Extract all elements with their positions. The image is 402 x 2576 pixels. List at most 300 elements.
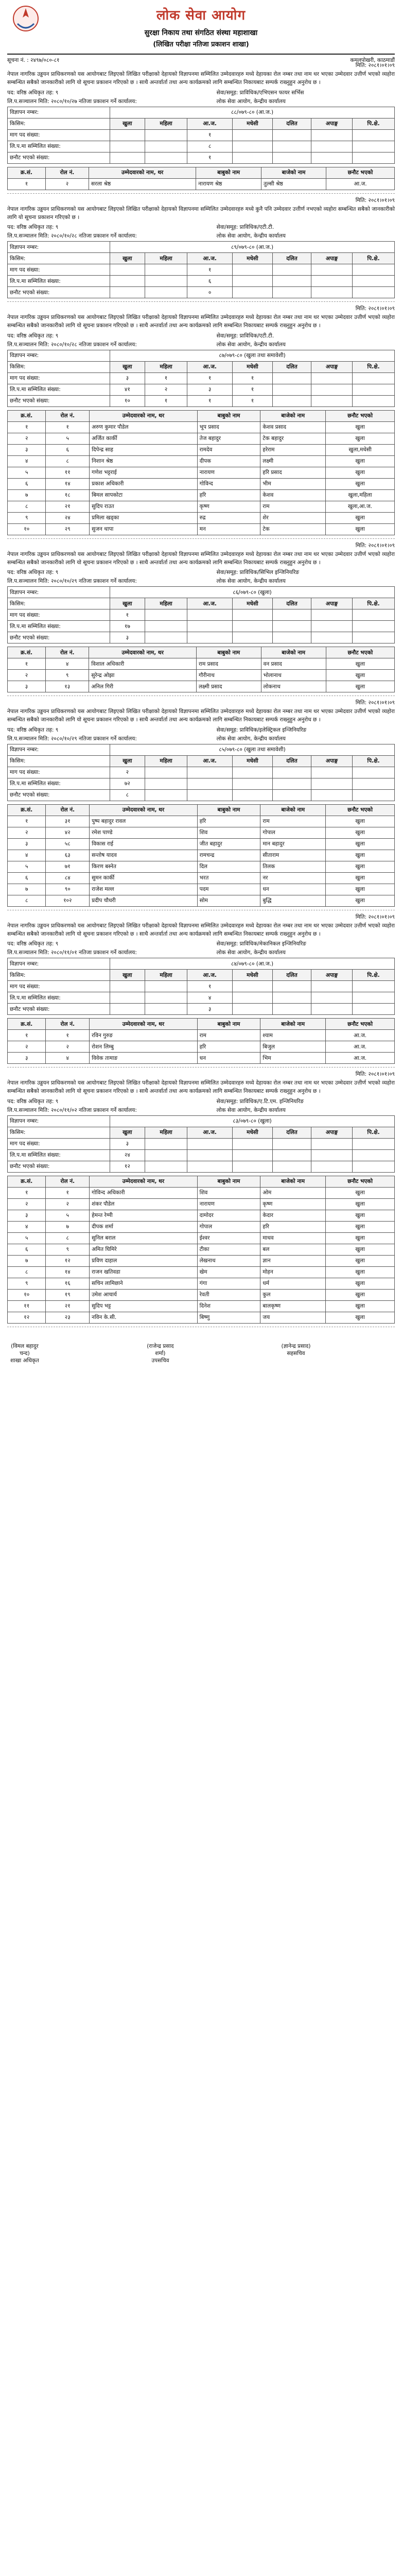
table-cell: राम [260, 816, 326, 827]
table-cell: ९ [46, 670, 89, 681]
section-date: मिति: २०८१।०१।०९ [355, 62, 395, 69]
column-header: बाजेको नाम [261, 647, 326, 658]
kind-label: किसिम: [8, 118, 110, 129]
selected-row [8, 1161, 395, 1172]
table-cell: श्याम [260, 1030, 326, 1041]
header [7, 0, 395, 61]
stats-table [7, 350, 395, 407]
table-cell: २ [46, 1041, 90, 1053]
result-header-row [8, 1176, 395, 1187]
stat-cell [272, 992, 311, 1004]
table-cell: ४ [46, 658, 89, 670]
adv-number: ८५/०७९-८० (खुला तथा समावेशी) [110, 744, 395, 755]
quota-header: अपाङ्ग [311, 118, 353, 129]
stat-cell [352, 1149, 394, 1161]
result-header-row [8, 1019, 395, 1030]
section-paragraph: नेपाल नागरिक उड्डयन प्राधिकरणको यस आयोगबाट लिइएको लिखित परीक्षाको देहायको विज्ञापनमा सम्मिलित उम्मेदवारहरु मध्ये कुनै पनि उम्मेदवार उत्तीर्ण नभएको व्यहोरा सम्बन्धित सबैको जानकारीको लागि यो सूचना प्रकाशन गरिएको छ । [7, 206, 395, 221]
stat-cell [311, 264, 353, 276]
column-header: रोल नं. [45, 167, 89, 178]
table-cell: १२ [8, 1312, 46, 1323]
stats-table [7, 241, 395, 298]
table-cell: खुला,महिला [326, 489, 395, 501]
table-row [8, 1210, 395, 1221]
table-cell: टेक [260, 523, 326, 535]
table-cell: टेक बहादुर [260, 433, 326, 444]
quota-header: खुला [110, 1127, 145, 1138]
table-cell: अमित घिमिरे [90, 1244, 198, 1255]
table-row [8, 681, 395, 692]
quota-header: अपाङ्ग [311, 598, 353, 609]
table-cell: बिमल सापकोटा [90, 489, 198, 501]
stat-cell [145, 141, 187, 152]
quota-header: महिला [145, 361, 187, 372]
stat-cell [187, 609, 233, 621]
row-label: माग पद संख्या: [8, 1138, 110, 1149]
table-cell: ६ [46, 444, 90, 455]
stat-cell: १ [187, 981, 233, 992]
stat-cell [311, 287, 353, 298]
stat-cell [110, 992, 145, 1004]
column-header: बाजेको नाम [260, 1019, 326, 1030]
table-cell: ९ [8, 1278, 46, 1289]
table-cell: १३ [46, 681, 89, 692]
quota-header: दलित [272, 598, 311, 609]
quota-header: महिला [145, 970, 187, 981]
quota-header: दलित [272, 118, 311, 129]
adv-row [8, 744, 395, 755]
stat-cell [110, 1004, 145, 1015]
signatory-role: शाखा अधिकृत [10, 1357, 39, 1364]
column-header: बाबुको नाम [197, 804, 260, 816]
stat-cell [145, 1138, 187, 1149]
stat-cell [110, 129, 145, 141]
table-cell: भीम [260, 478, 326, 489]
posts-row [8, 981, 395, 992]
table-cell: दीपक [197, 455, 260, 467]
stat-cell [187, 621, 233, 632]
row-label: माग पद संख्या: [8, 609, 110, 621]
post-level: पद: वरिष्ठ अधिकृत तह: ९ [7, 1098, 59, 1105]
row-label: छनौट भएको संख्या: [8, 789, 110, 801]
table-row [8, 501, 395, 512]
table-cell: ८४ [46, 872, 90, 884]
table-row [8, 178, 395, 190]
table-row [8, 1187, 395, 1198]
table-row [8, 1300, 395, 1312]
table-cell: २९ [46, 523, 90, 535]
table-cell: खुला [326, 1187, 395, 1198]
quota-header: मधेसी [232, 361, 272, 372]
kind-label: किसिम: [8, 361, 110, 372]
stat-cell [272, 1161, 311, 1172]
table-cell: दिनेश [197, 1300, 260, 1312]
column-header: बाबुको नाम [196, 647, 261, 658]
kind-row [8, 970, 395, 981]
adv-number: ८८/०७९-८० (आ.ज.) [110, 107, 395, 118]
stat-cell [352, 129, 394, 141]
table-cell: अनिल गिरी [89, 681, 197, 692]
row-label: छनौट भएको संख्या: [8, 1161, 110, 1172]
adv-row [8, 1115, 395, 1127]
column-header: उम्मेदवारको नाम, थर [89, 647, 197, 658]
stat-cell [232, 152, 272, 163]
selected-row [8, 287, 395, 298]
column-header: छनौट भएको [326, 804, 395, 816]
section-date: मिति: २०८१।०१।०९ [355, 1071, 395, 1078]
stat-cell: ३ [110, 632, 145, 643]
quota-header: खुला [110, 118, 145, 129]
table-cell: ७१ [46, 861, 90, 872]
stat-cell [352, 767, 394, 778]
stat-cell [187, 632, 233, 643]
section-date: मिति: २०८१।०१।०९ [355, 197, 395, 204]
adv-number: ८९/०७९-८० (आ.ज.) [110, 242, 395, 253]
quota-header: पि.क्षे. [352, 118, 394, 129]
column-header: बाबुको नाम [197, 410, 260, 421]
table-cell: मान बहादुर [260, 838, 326, 850]
exam-date: लि.प.सञ्चालन मिति: २०८०/१०/२७ नतिजा प्रकाशन गर्ने कार्यालय: [7, 98, 137, 105]
table-cell: लेखनाथ [197, 1255, 260, 1266]
table-cell: ६ [8, 478, 46, 489]
stat-cell [272, 264, 311, 276]
quota-header: अपाङ्ग [311, 1127, 353, 1138]
result-header-row [8, 804, 395, 816]
stat-cell [145, 129, 187, 141]
stat-cell: ४१ [110, 384, 145, 395]
post-info [7, 89, 395, 96]
table-cell: खुला [326, 850, 395, 861]
table-cell: २१ [46, 501, 90, 512]
adv-label: विज्ञापन नम्बर: [8, 587, 110, 598]
row-label: माग पद संख्या: [8, 372, 110, 384]
adv-label: विज्ञापन नम्बर: [8, 242, 110, 253]
stat-cell [145, 632, 187, 643]
table-cell: खुला [326, 421, 395, 433]
table-cell: तेज बहादुर [197, 433, 260, 444]
table-cell: ६३ [46, 850, 90, 861]
table-row [8, 816, 395, 827]
exam-info [7, 232, 395, 240]
table-cell: ९ [8, 512, 46, 523]
exam-info [7, 735, 395, 742]
table-cell: हरि [197, 816, 260, 827]
quota-header: दलित [272, 755, 311, 767]
table-row [8, 512, 395, 523]
exam-date: लि.प.सञ्चालन मिति: २०८०/११/०२ नतिजा प्रकाशन गर्ने कार्यालय: [7, 1107, 137, 1113]
table-cell: १ [8, 1030, 46, 1041]
stat-cell: ७२ [110, 778, 145, 789]
table-cell: ४ [8, 850, 46, 861]
result-section [7, 542, 395, 697]
table-cell: ओम [260, 1187, 326, 1198]
table-cell: १८ [46, 489, 90, 501]
table-cell: रेवती [197, 1289, 260, 1300]
quota-header: अपाङ्ग [311, 755, 353, 767]
row-label: छनौट भएको संख्या: [8, 395, 110, 406]
adv-row [8, 958, 395, 970]
notice-number: सूचना नं. : २४९७/०८०-८१ [7, 57, 60, 63]
quota-header: आ.ज. [187, 253, 233, 264]
passed-row [8, 778, 395, 789]
stat-cell [352, 141, 394, 152]
table-cell: १ [8, 421, 46, 433]
stat-cell: १० [110, 395, 145, 406]
column-header: बाबुको नाम [197, 1019, 260, 1030]
table-cell: १ [8, 816, 46, 827]
result-sections [7, 62, 395, 1327]
stat-cell [187, 767, 233, 778]
table-cell: ८ [46, 1232, 90, 1244]
stat-cell [145, 992, 187, 1004]
table-row [8, 467, 395, 478]
table-cell: प्रकाश अधिकारी [90, 478, 198, 489]
column-header: रोल नं. [46, 1019, 90, 1030]
row-label: छनौट भएको संख्या: [8, 632, 110, 643]
table-cell: खुला [326, 884, 395, 895]
table-cell: १४ [46, 1266, 90, 1278]
selected-row [8, 632, 395, 643]
row-label: लि.प.मा सम्मिलित संख्या: [8, 384, 110, 395]
table-cell: ४२ [46, 827, 90, 838]
table-cell: विकास राई [90, 838, 198, 850]
stat-cell: ३ [110, 1138, 145, 1149]
table-cell: खुला [326, 895, 395, 906]
table-cell: दीपक शर्मा [90, 1221, 198, 1232]
result-office: लोक सेवा आयोग, केन्द्रीय कार्यालय [216, 1107, 286, 1113]
table-cell: सुरेन्द्र ओझा [89, 670, 197, 681]
column-header: रोल नं. [46, 410, 90, 421]
table-cell: रामचन्द्र [197, 850, 260, 861]
stat-cell: २४ [110, 1149, 145, 1161]
table-cell: २ [46, 1198, 90, 1210]
quota-header: आ.ज. [187, 118, 233, 129]
quota-header: मधेसी [232, 118, 272, 129]
selected-row [8, 1004, 395, 1015]
stat-cell [272, 395, 311, 406]
table-cell: खेम [197, 1266, 260, 1278]
stat-cell [145, 1161, 187, 1172]
stat-cell [187, 1161, 233, 1172]
table-cell: आ.ज. [326, 1041, 395, 1053]
kind-row [8, 1127, 395, 1138]
quota-header: महिला [145, 1127, 187, 1138]
table-cell: ७ [46, 1221, 90, 1232]
stat-cell [145, 981, 187, 992]
adv-number: ८७/०७९-८० (खुला तथा समावेशी) [110, 350, 395, 361]
table-row [8, 884, 395, 895]
stat-cell [272, 129, 311, 141]
stat-cell [110, 264, 145, 276]
posts-row [8, 609, 395, 621]
table-cell: खुला [326, 1244, 395, 1255]
table-cell: खुला [326, 1312, 395, 1323]
table-cell: धन [197, 1053, 260, 1064]
quota-header: पि.क्षे. [352, 598, 394, 609]
adv-label: विज्ञापन नम्बर: [8, 107, 110, 118]
table-cell: बिष्णु [197, 1312, 260, 1323]
post-info [7, 224, 395, 231]
column-header: उम्मेदवारको नाम, थर [90, 804, 198, 816]
quota-header: महिला [145, 118, 187, 129]
post-level: पद: वरिष्ठ अधिकृत तह: ९ [7, 941, 59, 947]
stat-cell [187, 789, 233, 801]
kind-label: किसिम: [8, 598, 110, 609]
selected-row [8, 789, 395, 801]
column-header: उम्मेदवारको नाम, थर [89, 167, 196, 178]
table-cell: गणेश भट्टराई [90, 467, 198, 478]
table-cell: खुला [326, 1198, 395, 1210]
table-cell: जय [260, 1312, 326, 1323]
result-office: लोक सेवा आयोग, केन्द्रीय कार्यालय [216, 98, 286, 105]
table-cell: शंकर पौडेल [90, 1198, 198, 1210]
post-info [7, 726, 395, 734]
table-cell: खुला [326, 1255, 395, 1266]
table-cell: कृष्ण [197, 501, 260, 512]
table-row [8, 1312, 395, 1323]
column-header: छनौट भएको [326, 167, 394, 178]
table-cell: सुदिप भट्ट [90, 1300, 198, 1312]
kind-row [8, 755, 395, 767]
column-header: रोल नं. [46, 804, 90, 816]
stat-cell: १ [187, 129, 233, 141]
table-cell: १० [8, 1289, 46, 1300]
kind-row [8, 361, 395, 372]
table-cell: खुला [326, 523, 395, 535]
signature-1 [7, 1343, 124, 1364]
table-cell: २३ [46, 1312, 90, 1323]
stat-cell [232, 287, 272, 298]
stat-cell [232, 1161, 272, 1172]
table-cell: ५ [8, 1232, 46, 1244]
table-cell: ११ [46, 467, 90, 478]
table-cell: प्रदीप चौधरी [90, 895, 198, 906]
exam-info [7, 578, 395, 585]
table-cell: रोशन लिम्बु [90, 1041, 198, 1053]
table-cell: राम प्रसाद [196, 658, 261, 670]
exam-info [7, 1107, 395, 1114]
table-cell: ३ [8, 838, 46, 850]
passed-row [8, 621, 395, 632]
table-cell: नर [260, 872, 326, 884]
table-cell: ७ [8, 1255, 46, 1266]
stat-cell [272, 981, 311, 992]
result-office: लोक सेवा आयोग, केन्द्रीय कार्यालय [216, 950, 286, 956]
table-cell: राम [260, 501, 326, 512]
quota-header: पि.क्षे. [352, 1127, 394, 1138]
table-cell: हरि [260, 1221, 326, 1232]
table-cell: शिव [197, 1187, 260, 1198]
table-row [8, 861, 395, 872]
posts-row [8, 264, 395, 276]
table-row [8, 478, 395, 489]
adv-number: ८३/०७९-८० (खुला) [110, 1115, 395, 1127]
table-cell: खुला [326, 670, 394, 681]
table-cell: २ [8, 1041, 46, 1053]
stat-cell: १ [232, 372, 272, 384]
table-cell: केशव प्रसाद [260, 421, 326, 433]
table-cell: १०२ [46, 895, 90, 906]
service-group: सेवा/समूह: प्राविधिक/एभिएसन फायर सर्भिस [216, 89, 304, 96]
table-cell: खुला [326, 467, 395, 478]
stats-table [7, 586, 395, 643]
stat-cell [311, 384, 353, 395]
quota-header: महिला [145, 598, 187, 609]
table-cell: ९० [46, 884, 90, 895]
quota-header: अपाङ्ग [311, 253, 353, 264]
signature-3 [278, 1343, 395, 1364]
posts-row [8, 767, 395, 778]
stat-cell [232, 789, 272, 801]
table-row [8, 1053, 395, 1064]
stat-cell [232, 981, 272, 992]
table-cell: भिम [260, 1053, 326, 1064]
column-header: क्र.सं. [8, 647, 46, 658]
selected-row [8, 395, 395, 406]
stat-cell [272, 384, 311, 395]
stat-cell [187, 1138, 233, 1149]
stat-cell [352, 276, 394, 287]
table-cell: गोपाल [260, 827, 326, 838]
stat-cell: १ [145, 372, 187, 384]
stat-cell: १२ [110, 1161, 145, 1172]
quota-header: अपाङ्ग [311, 361, 353, 372]
post-level: पद: वरिष्ठ अधिकृत तह: ९ [7, 332, 59, 339]
table-cell: १ [46, 1030, 90, 1041]
table-row [8, 1278, 395, 1289]
section-date: मिति: २०८१।०१।०९ [355, 306, 395, 312]
adv-label: विज्ञापन नम्बर: [8, 958, 110, 970]
adv-number: ८६/०७९-८० (खुला) [110, 587, 395, 598]
service-group: सेवा/समूह: प्राविधिक/सिभिल इन्जिनियरिङ [216, 569, 300, 576]
passed-row [8, 1149, 395, 1161]
table-cell: हरि प्रसाद [260, 467, 326, 478]
stat-cell [352, 992, 394, 1004]
column-header: बाजेको नाम [260, 410, 326, 421]
quota-header: महिला [145, 253, 187, 264]
stat-cell [232, 264, 272, 276]
row-label: छनौट भएको संख्या: [8, 287, 110, 298]
table-cell: बिजुल [260, 1041, 326, 1053]
table-cell: ६ [8, 872, 46, 884]
section-date: मिति: २०८१।०१।०९ [355, 542, 395, 549]
post-level: पद: वरिष्ठ अधिकृत तह: ९ [7, 726, 59, 733]
table-cell: केशव [260, 489, 326, 501]
stat-cell [352, 778, 394, 789]
table-row [8, 1030, 395, 1041]
table-cell: ११ [8, 1300, 46, 1312]
table-cell: सोम [197, 895, 260, 906]
quota-header: मधेसी [232, 970, 272, 981]
table-cell: खुला [326, 1266, 395, 1278]
table-cell: गोविन्द अधिकारी [90, 1187, 198, 1198]
row-label: छनौट भएको संख्या: [8, 152, 110, 163]
table-cell: ३१ [46, 816, 90, 827]
passed-row [8, 276, 395, 287]
table-cell: खुला [326, 455, 395, 467]
table-cell: शेर [260, 512, 326, 523]
quota-header: पि.क्षे. [352, 970, 394, 981]
quota-header: पि.क्षे. [352, 253, 394, 264]
table-row [8, 872, 395, 884]
exam-date: लि.प.सञ्चालन मिति: २०८०/१०/२८ नतिजा प्रकाशन गर्ने कार्यालय: [7, 341, 137, 348]
column-header: बाबुको नाम [197, 1176, 260, 1187]
table-cell: रमेश पाण्डे [90, 827, 198, 838]
table-cell: सुनिल बराल [90, 1232, 198, 1244]
section-paragraph: नेपाल नागरिक उड्डयन प्राधिकरणको यस आयोगबाट लिइएको लिखित परीक्षाको देहायको विज्ञापनमा सम्मिलित उम्मेदवारहरु मध्ये देहायका रोल नम्बर तथा नाम थर भएका उम्मेदवार उत्तीर्ण भएको व्यहोरा सम्बन्धित सबैको जानकारीको लागि यो सूचना प्रकाशन गरिएको छ । साथै अन्तर्वार्ता तथा अन्य कार्यक्रमको लागि सम्बन्धित निकायबाट सम्पर्क राख्नुहुन अनुरोध छ । [7, 71, 395, 86]
table-cell: मन [197, 523, 260, 535]
stat-cell [145, 1149, 187, 1161]
quota-header: खुला [110, 970, 145, 981]
